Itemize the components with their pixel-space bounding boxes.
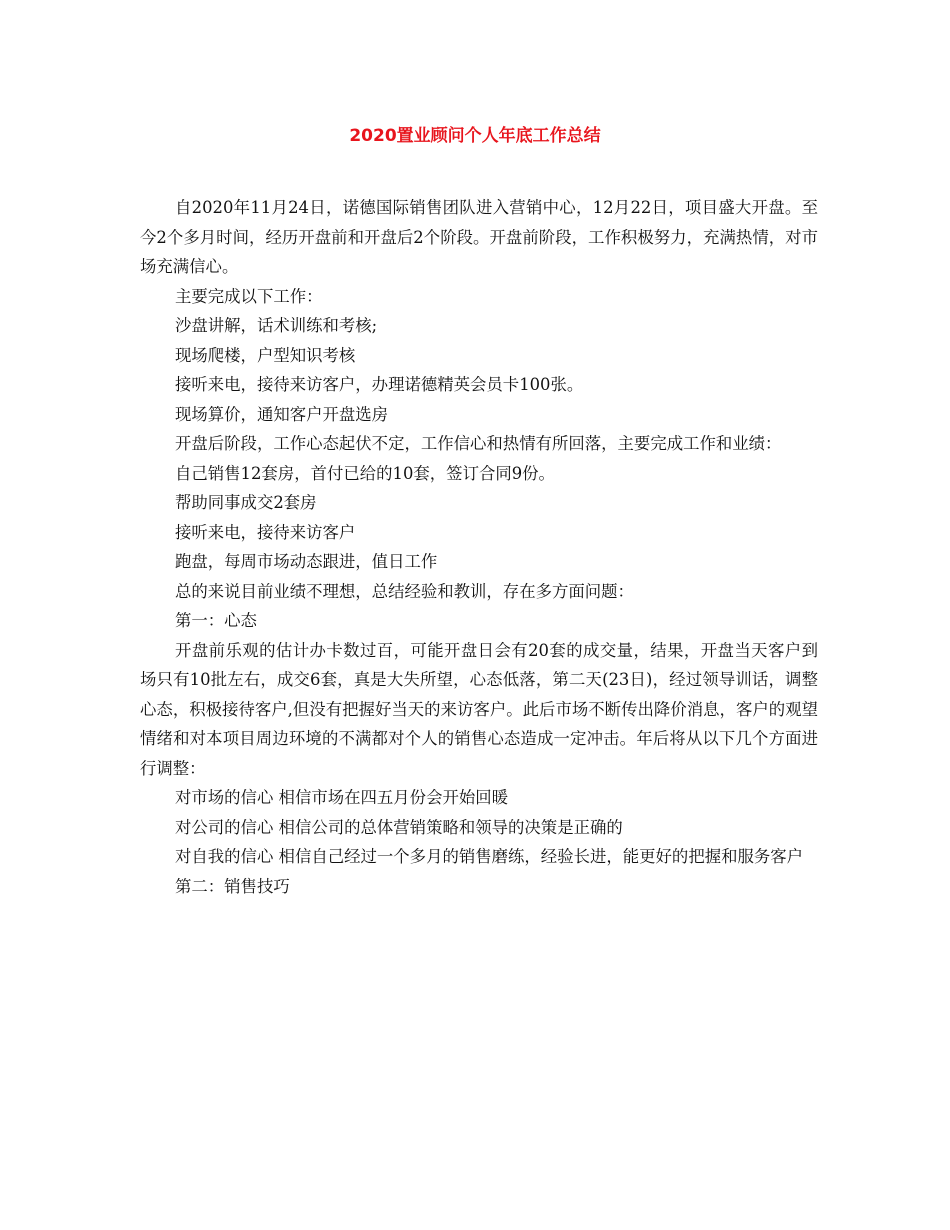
paragraph: 主要完成以下工作： (175, 286, 323, 306)
paragraph: 跑盘，每周市场动态跟进，值日工作 (175, 552, 438, 571)
document-title: 2020置业顾问个人年底工作总结 (349, 126, 601, 146)
section-heading: 第二：销售技巧 (175, 876, 290, 896)
paragraph: 总的来说目前业绩不理想，总结经验和教训，存在多方面问题： (175, 581, 634, 601)
paragraph: 开盘后阶段，工作心态起伏不定，工作信心和热情有所回落，主要完成工作和业绩： (175, 434, 782, 453)
paragraph: 现场爬楼，户型知识考核 (175, 345, 356, 365)
paragraph: 自己销售12套房，首付已给的10套，签订合同9份。 (175, 463, 555, 483)
paragraph: 帮助同事成交2套房 (175, 493, 317, 512)
paragraph: 沙盘讲解，话术训练和考核; (175, 316, 378, 335)
paragraph: 对公司的信心 相信公司的总体营销策略和领导的决策是正确的 (175, 817, 623, 837)
document-body (140, 193, 818, 901)
paragraph: 对市场的信心 相信市场在四五月份会开始回暖 (175, 788, 509, 807)
paragraph: 现场算价，通知客户开盘选房 (175, 404, 389, 424)
paragraph: 接听来电，接待来访客户，办理诺德精英会员卡100张。 (175, 375, 584, 394)
paragraph: 接听来电，接待来访客户 (175, 522, 356, 542)
paragraph: 开盘前乐观的估计办卡数过百，可能开盘日会有20套的成交量，结果，开盘当天客户到场只有10批左右，成交6套，真是大失所望，心态低落，第二天(23日)，经过领导训话，调整心态，积极接待客户,但没有把握好当天的来访客户。此后市场不断传出降价消息，客户的观望情绪和对本项目周边环境的不满都对个人的销售心态造成一定冲击。年后将从以下几个方面进行调整： (140, 640, 818, 778)
paragraph: 自2020年11月24日，诺德国际销售团队进入营销中心，12月22日，项目盛大开盘。至今2个多月时间，经历开盘前和开盘后2个阶段。开盘前阶段，工作积极努力，充满热情，对市场充满信心。 (140, 198, 818, 276)
paragraph: 对自我的信心 相信自己经过一个多月的销售磨练，经验长进，能更好的把握和服务客户 (175, 847, 804, 866)
section-heading: 第一：心态 (175, 611, 257, 630)
